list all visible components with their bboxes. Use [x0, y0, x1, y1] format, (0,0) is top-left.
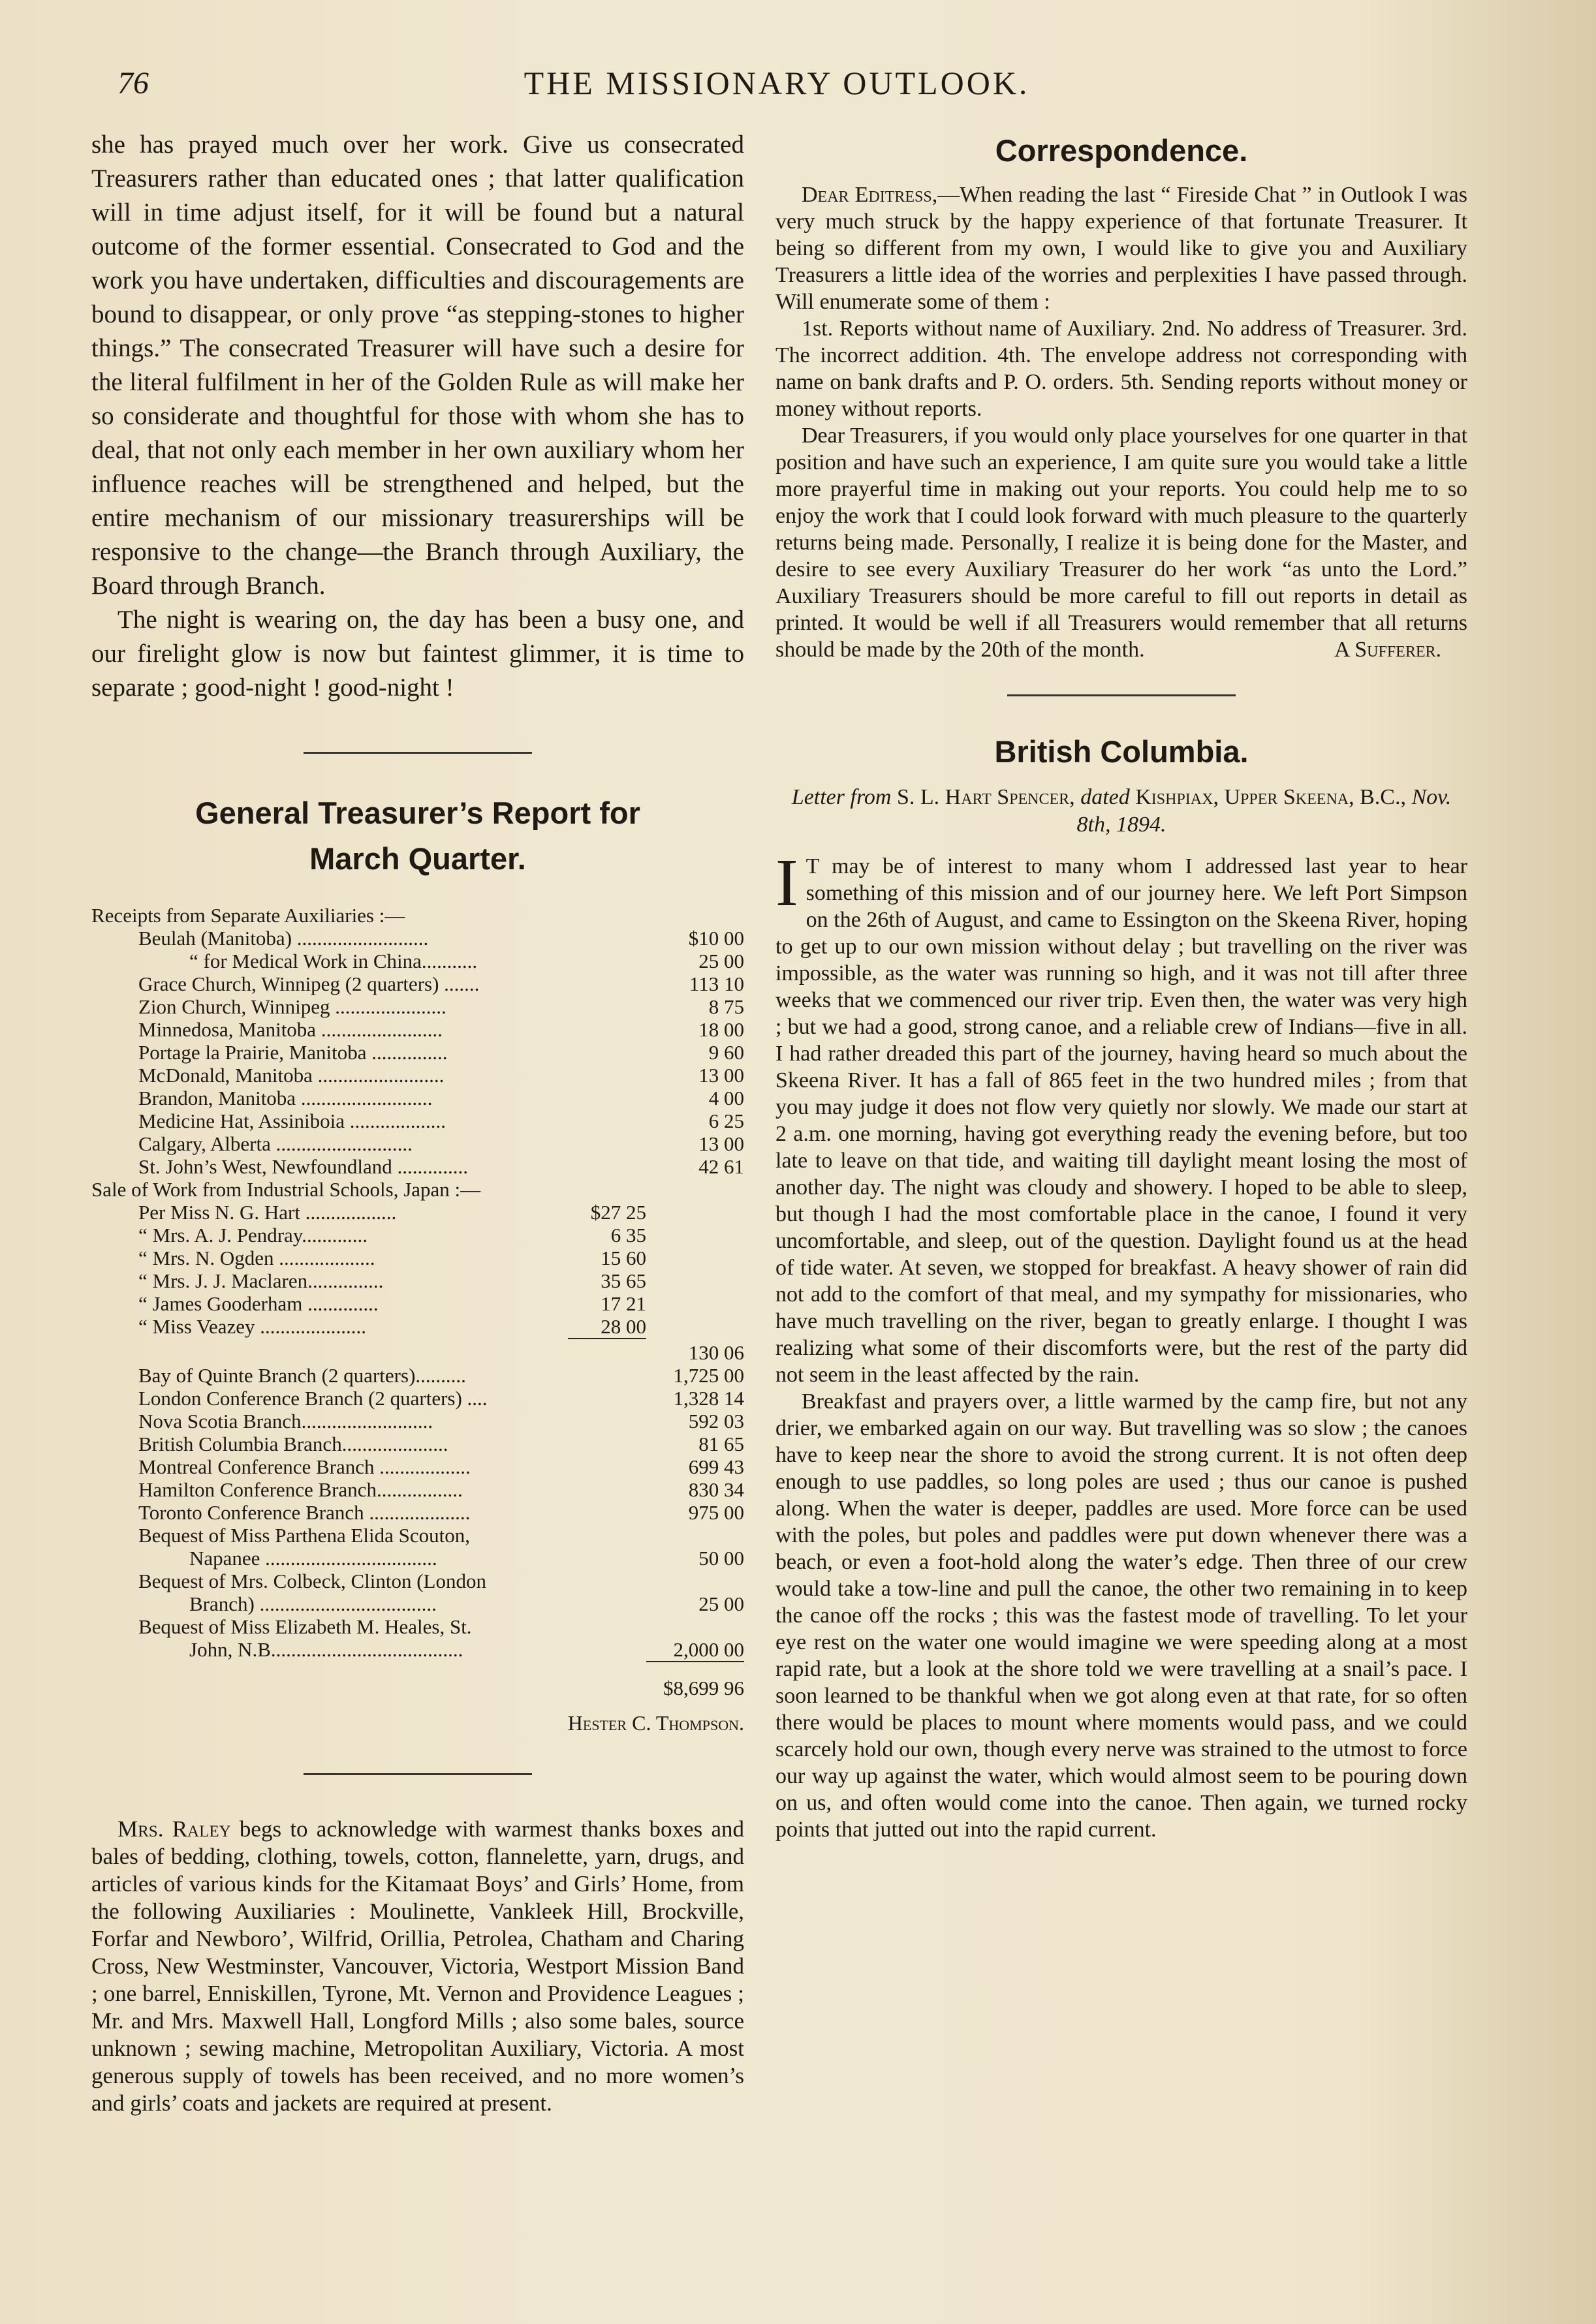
- branch-amount: 830 34: [688, 1478, 744, 1501]
- drop-cap: I: [775, 845, 798, 920]
- auxiliary-name: Beulah (Manitoba) ..........................: [138, 927, 429, 950]
- branch-name: Nova Scotia Branch..........................: [138, 1410, 433, 1433]
- table-row: [91, 927, 744, 950]
- auxiliary-amount: 9 60: [708, 1041, 744, 1064]
- table-row: [91, 904, 744, 927]
- table-row: [91, 1087, 744, 1109]
- correspondence-paragraph: [775, 181, 1467, 315]
- sale-amount: $27 25: [590, 1201, 646, 1224]
- auxiliary-amount: 42 61: [698, 1155, 744, 1178]
- auxiliary-amount: 18 00: [698, 1018, 744, 1041]
- correspondence-paragraph: 1st. Reports without name of Auxiliary. 2nd. No address of Treasurer. 3rd. The incorrect addition. 4th. The envelope address not corresponding with name on bank drafts and P. O. orders. 5th. Sending reports without money or money without reports.: [775, 317, 1467, 421]
- table-row: [91, 995, 744, 1018]
- sale-amount: 28 00: [601, 1315, 646, 1338]
- bequest-line: Bequest of Miss Parthena Elida Scouton,: [138, 1524, 470, 1547]
- dateline-dated: dated: [1080, 785, 1130, 809]
- letter-paragraph: [775, 845, 1467, 1388]
- treasurer-report-table: [91, 904, 744, 1699]
- table-row: [91, 1455, 744, 1478]
- auxiliary-name: Brandon, Manitoba ..........................: [138, 1087, 433, 1109]
- table-row: [91, 1524, 744, 1547]
- branch-amount: 1,328 14: [673, 1387, 744, 1410]
- branch-amount: 1,725 00: [673, 1364, 744, 1387]
- auxiliary-name: Grace Church, Winnipeg (2 quarters) .......: [138, 972, 480, 995]
- dateline-author: S. L. Hart Spencer,: [891, 785, 1081, 809]
- auxiliary-amount: 6 25: [708, 1109, 744, 1132]
- table-row: [91, 1315, 744, 1339]
- branch-name: Bay of Quinte Branch (2 quarters)..........: [138, 1364, 466, 1387]
- bequest-amount: 2,000 00: [646, 1638, 744, 1662]
- salutation: Dear Editress,: [802, 183, 938, 207]
- sale-name: “ Mrs. A. J. Pendray.............: [138, 1224, 368, 1247]
- sale-amount: 35 65: [601, 1269, 646, 1292]
- auxiliary-amount: 25 00: [698, 950, 744, 972]
- branch-name: London Conference Branch (2 quarters) ....: [138, 1387, 488, 1410]
- right-column: [775, 128, 1467, 1843]
- table-row: [91, 972, 744, 995]
- section-divider: [304, 1773, 532, 1775]
- auxiliary-amount: 4 00: [708, 1087, 744, 1109]
- heading-line-1: General Treasurer’s Report for: [195, 796, 640, 830]
- table-row: [91, 1364, 744, 1387]
- acknowledgement-notice: [91, 1816, 744, 2117]
- auxiliary-name: McDonald, Manitoba .........................: [138, 1064, 445, 1087]
- letter-text: T may be of interest to many whom I addressed last year to hear something of this mission and of our journey here. We left Port Simpson on the 26th of August, and came to Essington on the Skeena River, hoping to get up to our own mission without delay ; but travelling on the river was impossible, as the water was running so high, and it was not till after three weeks that we commenced our river trip. Even then, the water was very high ; but we had a good, strong canoe, and a reliable crew of Indians—five in all. I had rather dreaded this part of the journey, having heard so much about the Skeena River. It has a fall of 865 feet in the two hundred miles ; from that you may judge it does not flow very quietly nor slowly. We made our start at 2 a.m. one morning, having got everything ready the evening before, but too late to leave on that tide, and waiting till daylight meant losing the most of another day. The night was cloudy and showery. I hoped to be able to sleep, but though I had the most comfortable place in the canoe, I found it very uncomfortable, and sleep, out of the question. Daylight found us at the head of tide water. At seven, we stopped for breakfast. A heavy shower of rain did not add to the comfort of that meal, and my sympathy for missionaries, who have much travelling on the river, began to greatly enlarge. I thought I was realizing what some of their discomforts were, but the rest of the party did not seem in the least affected by the rain.: [775, 854, 1467, 1387]
- sale-name: “ Mrs. N. Ogden ...................: [138, 1247, 375, 1269]
- report-signatory: Hester C. Thompson.: [567, 1711, 744, 1735]
- auxiliary-name: “ for Medical Work in China...........: [189, 950, 478, 972]
- dateline-date: Nov. 8th, 1894.: [1076, 785, 1452, 837]
- table-row: [91, 1478, 744, 1501]
- article-closing: The night is wearing on, the day has been a busy one, and our firelight glow is now but faintest glimmer, it is time to separate ; good-night ! good-night !: [91, 606, 744, 702]
- table-row: [91, 1592, 744, 1615]
- table-row: [91, 1615, 744, 1638]
- auxiliary-name: Minnedosa, Manitoba ........................: [138, 1018, 443, 1041]
- table-row: [91, 1662, 744, 1699]
- correspondence-text: —When reading the last “ Fireside Chat ” in Outlook I was very much struck by the happy experience of that fortunate Treasurer. It being so different from my own, I would like to give you and Auxiliary Treasurers a little idea of the worries and perplexities I have passed through. Will enumerate some of them :: [775, 183, 1467, 314]
- table-row: [91, 1201, 744, 1224]
- auxiliary-amount: 8 75: [708, 995, 744, 1018]
- auxiliary-name: Portage la Prairie, Manitoba ...............: [138, 1041, 448, 1064]
- branch-name: British Columbia Branch.....................: [138, 1433, 448, 1455]
- bequest-line: Napanee ..................................: [189, 1547, 437, 1570]
- bequest-line: Bequest of Mrs. Colbeck, Clinton (London: [138, 1570, 486, 1592]
- journal-title: THE MISSIONARY OUTLOOK.: [524, 65, 1030, 101]
- notice-text: begs to acknowledge with warmest thanks boxes and bales of bedding, clothing, towels, cotton, flannelette, yarn, drugs, and articles of various kinds for the Kitamaat Boys’ and Girls’ Home, from the following Auxiliaries : Moulinette, Vankleek Hill, Brockville, Forfar and Newboro’, Wilfrid, Orillia, Petrolea, Chatham and Charing Cross, New Westminster, Vancouver, Victoria, Westport Mission Band ; one barrel, Enniskillen, Tyrone, Mt. Vernon and Providence Leagues ; Mr. and Mrs. Maxwell Hall, Longford Mills ; also some bales, source unknown ; sewing machine, Metropolitan Auxiliary, Victoria. A most generous supply of towels has been received, and no more women’s and girls’ coats and jackets are required at present.: [91, 1816, 744, 2116]
- table-row: [91, 1132, 744, 1155]
- table-row: [91, 1155, 744, 1178]
- bequest-line: Bequest of Miss Elizabeth M. Heales, St.: [138, 1615, 472, 1638]
- page-number: 76: [117, 66, 149, 101]
- auxiliary-name: Calgary, Alberta ...........................: [138, 1132, 413, 1155]
- table-row: [91, 1109, 744, 1132]
- page-header: [91, 60, 1462, 106]
- sale-name: “ James Gooderham ..............: [138, 1292, 379, 1315]
- branch-amount: 975 00: [688, 1501, 744, 1524]
- correspondence-signature: A Sufferer.: [1334, 638, 1441, 662]
- treasurer-report-heading: [91, 790, 744, 882]
- table-row: [91, 1501, 744, 1524]
- sale-name: “ Mrs. J. J. Maclaren...............: [138, 1269, 384, 1292]
- branch-amount: 592 03: [688, 1410, 744, 1433]
- auxiliary-amount: $10 00: [688, 927, 744, 950]
- sale-amount: 6 35: [610, 1224, 646, 1247]
- receipts-label: Receipts from Separate Auxiliaries :—: [91, 904, 405, 927]
- sale-total: 130 06: [688, 1341, 744, 1364]
- auxiliary-name: Medicine Hat, Assiniboia ...................: [138, 1109, 446, 1132]
- table-row: [91, 1410, 744, 1433]
- correspondence-heading: Correspondence.: [995, 133, 1248, 168]
- table-row: [91, 950, 744, 972]
- table-row: [91, 1570, 744, 1592]
- section-divider: [304, 752, 532, 754]
- table-row: [91, 1269, 744, 1292]
- heading-line-2: March Quarter.: [309, 841, 526, 876]
- sale-label: Sale of Work from Industrial Schools, Japan :—: [91, 1178, 481, 1201]
- auxiliary-amount: 13 00: [698, 1132, 744, 1155]
- branch-name: Hamilton Conference Branch.................: [138, 1478, 463, 1501]
- bequest-amount: 25 00: [698, 1592, 744, 1615]
- table-row: [91, 1638, 744, 1662]
- letter-dateline: [775, 784, 1467, 839]
- british-columbia-heading: British Columbia.: [994, 734, 1249, 769]
- bequest-amount: 50 00: [698, 1547, 744, 1570]
- sale-name: Per Miss N. G. Hart ..................: [138, 1201, 397, 1224]
- dateline-letter-from: Letter from: [791, 785, 892, 809]
- dateline-place: Kishpiax, Upper Skeena, B.C.,: [1129, 785, 1412, 809]
- table-row: [91, 1041, 744, 1064]
- branch-amount: 699 43: [688, 1455, 744, 1478]
- auxiliary-amount: 13 00: [698, 1064, 744, 1087]
- table-row: [91, 1178, 744, 1201]
- left-column: [91, 128, 744, 2117]
- auxiliary-name: Zion Church, Winnipeg ......................: [138, 995, 446, 1018]
- table-row: [91, 1339, 744, 1364]
- table-row: [91, 1247, 744, 1269]
- letter-paragraph: Breakfast and prayers over, a little warmed by the camp fire, but not any drier, we embarked again on our way. But travelling was so slow ; the canoes have to keep near the shore to avoid the strong current. It is not often deep enough to use paddles, so long poles are used ; thus our canoe is pushed along. When the water is deeper, paddles are used. More force can be used with the poles, but poles and paddles were put down whenever there was a beach, or even a foot-hold along the water’s edge. Then three of our crew would take a tow-line and pull the canoe, the other two remaining in to keep the canoe off the rocks ; this was the fastest mode of travelling. To let your eye rest on the water one would imagine we were speeding along at a most rapid rate, but a look at the shore told we were travelling at a snail’s pace. I soon learned to be thankful when we got along even at that rate, for so often there would be places to mount where moments would pass, and we could scarcely hold our own, though every nerve was strained to the utmost to force our way up against the water, which would almost seem to be pouring down on us, and often would come into the canoe. Then again, we turned rocky points that jutted out into the rapid current.: [775, 1389, 1467, 1842]
- sale-amount: 15 60: [601, 1247, 646, 1269]
- table-row: [91, 1064, 744, 1087]
- branch-name: Montreal Conference Branch ..................: [138, 1455, 471, 1478]
- table-row: [91, 1433, 744, 1455]
- table-row: [91, 1547, 744, 1570]
- branch-amount: 81 65: [698, 1433, 744, 1455]
- article-continuation: she has prayed much over her work. Give us consecrated Treasurers rather than educated ones ; that latter qualification will in time adjust itself, for it will be found but a natural outcome of the former essential. Consecrated to God and the work you have undertaken, difficulties and discouragements are bound to disappear, or only prove “as stepping-stones to higher things.” The consecrated Treasurer will have such a desire for the literal fulfilment in her of the Golden Rule as will make her so considerate and thoughtful for those with whom she has to deal, that not only each member in her own auxiliary whom her influence reaches will be strengthened and helped, but the entire mechanism of our missionary treasurerships will be responsive to the change—the Branch through Auxiliary, the Board through Branch.: [91, 131, 744, 600]
- auxiliary-amount: 113 10: [689, 972, 744, 995]
- auxiliary-name: St. John’s West, Newfoundland ..............: [138, 1155, 468, 1178]
- table-row: [91, 1224, 744, 1247]
- bequest-line: Branch) ...................................: [189, 1592, 437, 1615]
- table-row: [91, 1292, 744, 1315]
- correspondence-paragraph: Dear Treasurers, if you would only place yourselves for one quarter in that position and have such an experience, I am quite sure you would take a little more prayerful time in making out your reports. You could help me to so enjoy the work that I could look forward with much pleasure to the quarterly returns being made. Personally, I realize it is being done for the Master, and desire to see every Auxiliary Treasurer do her work “as unto the Lord.” Auxiliary Treasurers should be more careful to fill out reports in detail as printed. It would be well if all Treasurers would remember that all returns should be made by the 20th of the month.: [775, 424, 1467, 662]
- sale-name: “ Miss Veazey .....................: [138, 1315, 366, 1338]
- sale-amount: 17 21: [601, 1292, 646, 1315]
- section-divider: [1007, 694, 1236, 696]
- bequest-line: John, N.B......................................: [189, 1638, 463, 1661]
- table-row: [91, 1387, 744, 1410]
- grand-total: $8,699 96: [663, 1677, 744, 1699]
- table-row: [91, 1018, 744, 1041]
- branch-name: Toronto Conference Branch ....................: [138, 1501, 471, 1524]
- notice-name: Mrs. Raley: [117, 1816, 231, 1842]
